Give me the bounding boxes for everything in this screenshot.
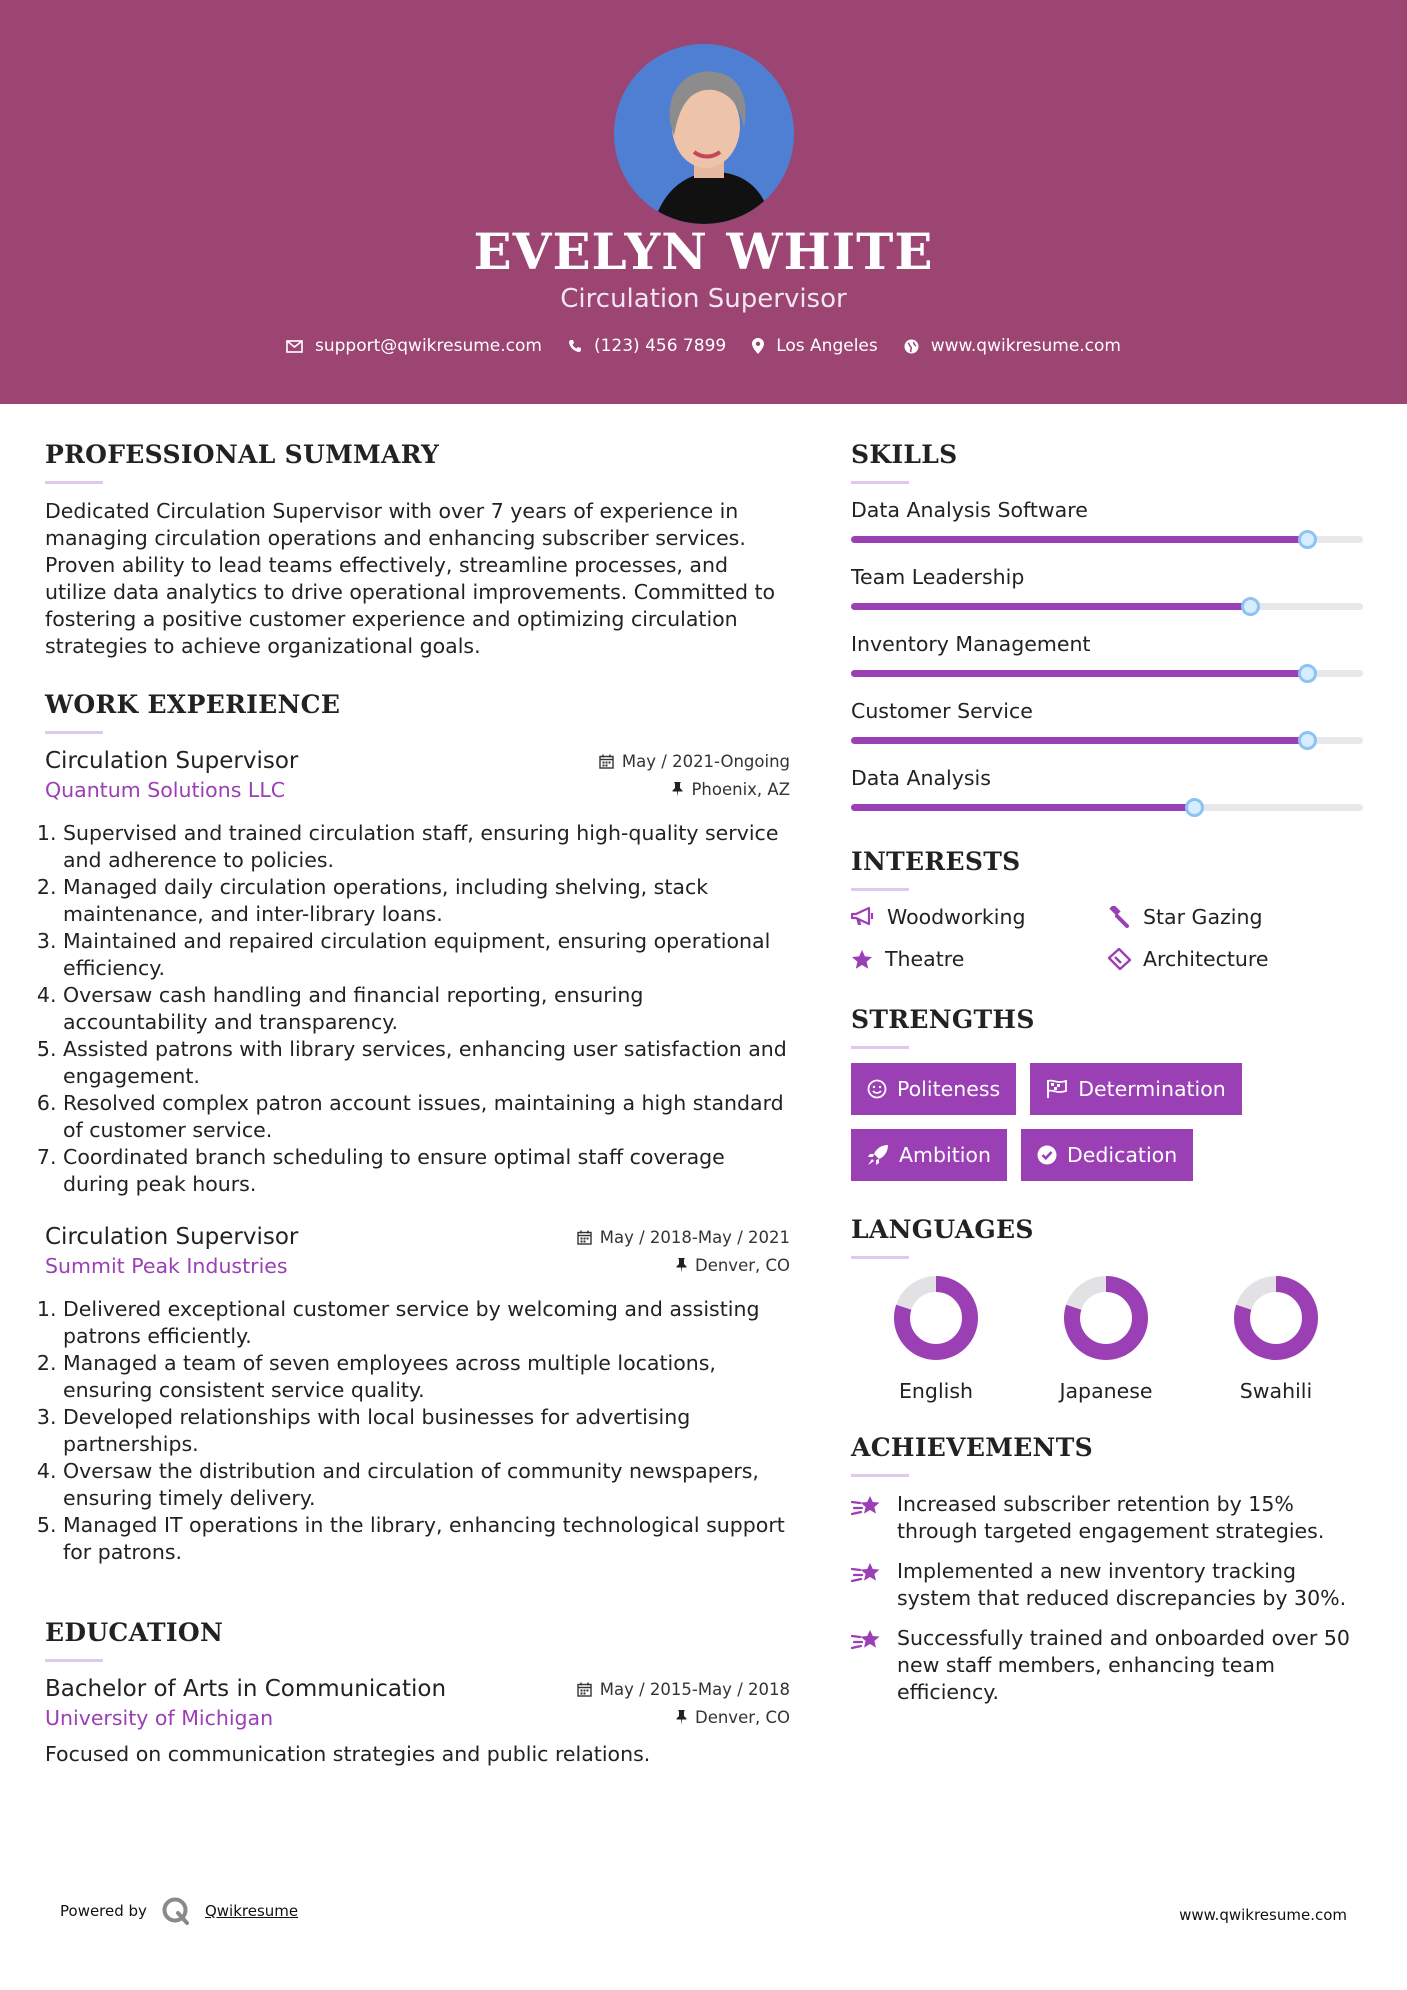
- list-item: 4. Oversaw cash handling and financial reporting, ensuring accountability and transparency.: [63, 982, 790, 1036]
- footer-branding: [60, 1896, 298, 1926]
- achievement-item: [851, 1625, 1363, 1706]
- section-divider: [45, 731, 103, 734]
- candidate-name: EVELYN WHITE: [473, 222, 934, 281]
- resume-header: [0, 0, 1407, 404]
- strength-label: Determination: [1078, 1077, 1226, 1101]
- job-date-text: May / 2018-May / 2021: [599, 1228, 790, 1247]
- education-location-text: Denver, CO: [694, 1708, 790, 1727]
- strengths-heading: STRENGTHS: [851, 1005, 1035, 1034]
- summary-heading: PROFESSIONAL SUMMARY: [45, 440, 440, 469]
- strength-badge: [1021, 1129, 1193, 1181]
- skill-knob: [1298, 731, 1317, 750]
- job-date: [577, 1228, 790, 1247]
- education-date-text: May / 2015-May / 2018: [599, 1680, 790, 1699]
- skill-bar: [851, 737, 1363, 744]
- strength-badge: [1030, 1063, 1242, 1115]
- pushpin-icon: [676, 1258, 687, 1273]
- language-ring: [1233, 1275, 1319, 1361]
- company-name: Quantum Solutions LLC: [45, 778, 286, 802]
- interest-item: [851, 905, 1107, 929]
- language-item: [851, 1275, 1021, 1403]
- website-text: www.qwikresume.com: [930, 336, 1121, 356]
- calendar-icon: [577, 1682, 592, 1697]
- education-description: Focused on communication strategies and public relations.: [45, 1742, 651, 1766]
- languages-heading: LANGUAGES: [851, 1215, 1034, 1244]
- achievements-list: [851, 1491, 1363, 1706]
- skill-knob: [1298, 664, 1317, 683]
- achievement-item: [851, 1491, 1363, 1545]
- job-title: Circulation Supervisor: [45, 748, 299, 774]
- contact-website[interactable]: [904, 336, 1121, 356]
- skill-bar: [851, 603, 1363, 610]
- contact-location[interactable]: [752, 336, 878, 356]
- list-item: 4. Oversaw the distribution and circulation of community newspapers, ensuring timely delivery.: [63, 1458, 790, 1512]
- section-divider: [851, 1256, 909, 1259]
- language-item: [1021, 1275, 1191, 1403]
- skill-knob: [1185, 798, 1204, 817]
- left-column: [45, 440, 790, 1792]
- school-name: University of Michigan: [45, 1706, 274, 1730]
- pushpin-icon: [672, 782, 683, 797]
- skill-item: [851, 699, 1363, 744]
- skill-name: Inventory Management: [851, 632, 1091, 656]
- education-entry: [45, 1676, 790, 1766]
- pushpin-icon: [676, 1710, 687, 1725]
- skill-fill: [851, 737, 1307, 744]
- language-name: Swahili: [1239, 1379, 1313, 1403]
- profile-photo: [614, 44, 794, 224]
- brand-link[interactable]: Qwikresume: [204, 1902, 299, 1920]
- calendar-icon: [577, 1230, 592, 1245]
- interest-item: [1107, 947, 1363, 971]
- strengths-list: [851, 1063, 1311, 1181]
- skills-heading: SKILLS: [851, 440, 958, 469]
- qwikresume-logo-icon: [161, 1896, 191, 1926]
- achievement-text: Successfully trained and onboarded over 50 new staff members, enhancing team efficiency.: [897, 1626, 1350, 1704]
- skill-name: Data Analysis: [851, 766, 991, 790]
- bullhorn-icon: [851, 907, 875, 927]
- list-item: 5. Managed IT operations in the library, enhancing technological support for patrons.: [63, 1512, 790, 1566]
- languages-list: [851, 1275, 1363, 1403]
- degree-title: Bachelor of Arts in Communication: [45, 1676, 447, 1702]
- section-divider: [851, 1046, 909, 1049]
- star-icon: [851, 949, 873, 970]
- language-ring: [893, 1275, 979, 1361]
- achievements-heading: ACHIEVEMENTS: [851, 1433, 1093, 1462]
- job-location-text: Phoenix, AZ: [691, 780, 790, 799]
- job-date-text: May / 2021-Ongoing: [621, 752, 790, 771]
- list-item: 1. Delivered exceptional customer service by welcoming and assisting patrons efficiently.: [63, 1296, 790, 1350]
- candidate-role: Circulation Supervisor: [560, 284, 847, 314]
- ticket-icon: [1107, 948, 1131, 970]
- section-divider: [851, 1474, 909, 1477]
- job-location: [676, 1256, 790, 1275]
- duty-list: [45, 1296, 790, 1566]
- skill-bar: [851, 536, 1363, 543]
- skill-fill: [851, 670, 1307, 677]
- globe-icon: [904, 339, 919, 354]
- interest-item: [851, 947, 1107, 971]
- job-title: Circulation Supervisor: [45, 1224, 299, 1250]
- portrait-image: [614, 44, 794, 224]
- language-item: [1191, 1275, 1361, 1403]
- email-text: support@qwikresume.com: [315, 336, 542, 356]
- language-name: English: [898, 1379, 974, 1403]
- list-item: 5. Assisted patrons with library services, enhancing user satisfaction and engagement.: [63, 1036, 790, 1090]
- location-text: Los Angeles: [776, 336, 878, 356]
- skill-knob: [1298, 530, 1317, 549]
- job-entry: [45, 748, 790, 1198]
- language-name: Japanese: [1059, 1379, 1153, 1403]
- shooting-star-icon: [851, 1493, 883, 1519]
- footer-website[interactable]: www.qwikresume.com: [1179, 1906, 1347, 1924]
- education-date: [577, 1680, 790, 1699]
- powered-by-label: Powered by: [60, 1902, 147, 1920]
- right-column: [851, 440, 1363, 1719]
- skill-fill: [851, 603, 1250, 610]
- list-item: 2. Managed a team of seven employees across multiple locations, ensuring consistent service quality.: [63, 1350, 790, 1404]
- shooting-star-icon: [851, 1627, 883, 1653]
- check-circle-icon: [1037, 1145, 1057, 1165]
- education-heading: EDUCATION: [45, 1618, 224, 1647]
- interests-list: [851, 905, 1363, 971]
- skill-fill: [851, 804, 1194, 811]
- phone-text: (123) 456 7899: [593, 336, 727, 356]
- shooting-star-icon: [851, 1560, 883, 1586]
- interest-label: Theatre: [885, 947, 965, 971]
- skill-item: [851, 498, 1363, 543]
- skill-bar: [851, 670, 1363, 677]
- achievement-text: Implemented a new inventory tracking system that reduced discrepancies by 30%.: [897, 1559, 1347, 1610]
- interest-label: Architecture: [1143, 947, 1269, 971]
- envelope-icon: [286, 340, 303, 353]
- skill-knob: [1241, 597, 1260, 616]
- company-name: Summit Peak Industries: [45, 1254, 288, 1278]
- list-item: 3. Developed relationships with local businesses for advertising partnerships.: [63, 1404, 790, 1458]
- section-divider: [45, 481, 103, 484]
- strength-label: Ambition: [899, 1143, 991, 1167]
- skill-item: [851, 632, 1363, 677]
- strength-badge: [851, 1129, 1007, 1181]
- strength-label: Politeness: [897, 1077, 1001, 1101]
- smile-icon: [867, 1079, 887, 1099]
- list-item: 2. Managed daily circulation operations, including shelving, stack maintenance, and inter-library loans.: [63, 874, 790, 928]
- job-location-text: Denver, CO: [694, 1256, 790, 1275]
- job-location: [672, 780, 790, 799]
- skill-item: [851, 766, 1363, 811]
- job-date: [599, 752, 790, 771]
- education-location: [676, 1708, 790, 1727]
- strength-badge: [851, 1063, 1016, 1115]
- section-divider: [851, 481, 909, 484]
- interest-label: Star Gazing: [1143, 905, 1263, 929]
- interest-label: Woodworking: [887, 905, 1026, 929]
- skill-name: Team Leadership: [851, 565, 1025, 589]
- section-divider: [45, 1659, 103, 1662]
- summary-text: Dedicated Circulation Supervisor with over 7 years of experience in managing circulation operations and enhancing subscriber services. Proven ability to lead teams effectively, streamline processes, and utilize data analytics to drive operational improvements. Committed to fostering a positive customer experience and optimizing circulation strategies to achieve organizational goals.: [45, 499, 776, 658]
- list-item: 1. Supervised and trained circulation staff, ensuring high-quality service and adherence to policies.: [63, 820, 790, 874]
- interest-item: [1107, 905, 1363, 929]
- strength-label: Dedication: [1066, 1143, 1178, 1167]
- list-item: 6. Resolved complex patron account issues, maintaining a high standard of customer service.: [63, 1090, 790, 1144]
- phone-icon: [568, 339, 582, 353]
- list-item: 3. Maintained and repaired circulation equipment, ensuring operational efficiency.: [63, 928, 790, 982]
- list-item: 7. Coordinated branch scheduling to ensure optimal staff coverage during peak hours.: [63, 1144, 790, 1198]
- achievement-item: [851, 1558, 1363, 1612]
- duty-list: [45, 820, 790, 1198]
- skill-bar: [851, 804, 1363, 811]
- contact-email[interactable]: [286, 336, 542, 356]
- job-entry: [45, 1224, 790, 1566]
- skills-list: [851, 498, 1363, 811]
- gavel-icon: [1107, 906, 1131, 928]
- map-pin-icon: [752, 338, 764, 354]
- experience-heading: WORK EXPERIENCE: [45, 690, 341, 719]
- contact-phone[interactable]: [568, 336, 726, 356]
- contact-bar: [0, 336, 1407, 356]
- rocket-icon: [867, 1144, 889, 1166]
- interests-heading: INTERESTS: [851, 847, 1021, 876]
- achievement-text: Increased subscriber retention by 15% through targeted engagement strategies.: [897, 1492, 1325, 1543]
- flag-icon: [1046, 1079, 1068, 1099]
- calendar-icon: [599, 754, 614, 769]
- section-divider: [851, 888, 909, 891]
- skill-name: Data Analysis Software: [851, 498, 1088, 522]
- skill-fill: [851, 536, 1307, 543]
- skill-item: [851, 565, 1363, 610]
- skill-name: Customer Service: [851, 699, 1033, 723]
- language-ring: [1063, 1275, 1149, 1361]
